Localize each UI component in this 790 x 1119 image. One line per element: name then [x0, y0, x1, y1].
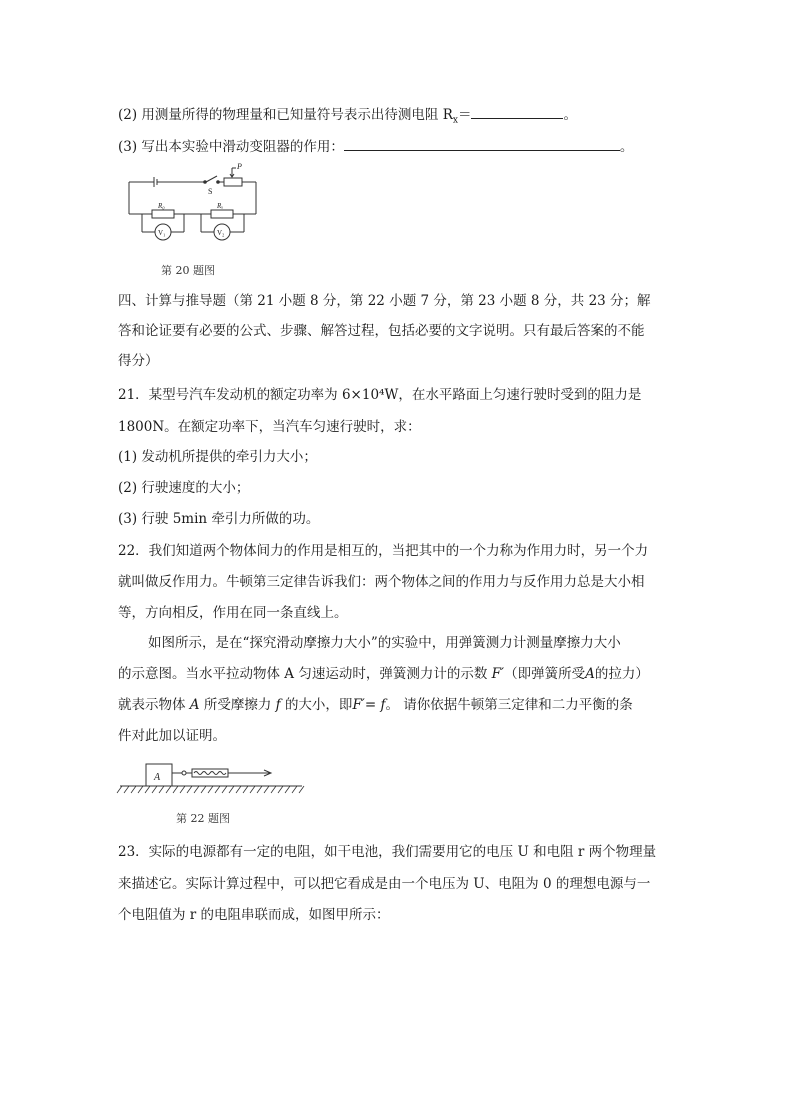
- period: 。: [619, 139, 634, 155]
- q22-line5: [118, 665, 649, 683]
- q22-line5-c: （即弹簧所受: [504, 666, 586, 682]
- q20-part2-text: (2) 用测量所得的物理量和已知量符号表示出待测电阻 R: [118, 107, 453, 123]
- q22-line4: 如图所示，是在“探究滑动摩擦力大小”的实验中，用弹簧测力计测量摩擦力大小: [148, 635, 621, 651]
- q21-sub3: (3) 行驶 5min 牵引力所做的功。: [118, 511, 320, 527]
- label-r0: R₀: [158, 202, 165, 210]
- period: 。: [563, 107, 577, 123]
- q22-line5-a: 的示意图。当水平拉动物体 A 匀速运动时，弹簧测力计的示数: [118, 666, 488, 682]
- q22-line6-a: 就表示物体: [118, 697, 186, 713]
- q21-line1: 21．某型号汽车发动机的额定功率为 6×10⁴W，在水平路面上匀速行驶时受到的阻力是: [118, 387, 642, 403]
- q20-part3: [118, 136, 633, 156]
- equation-f-prime-equals-f: F′= f: [352, 697, 386, 713]
- answer-blank-rheostat[interactable]: [344, 136, 620, 151]
- label-s: S: [208, 187, 213, 196]
- q22-line5-e: 的拉力）: [594, 666, 649, 682]
- hook: [182, 771, 186, 775]
- ground-hatching: [117, 786, 304, 793]
- section4-line3: 得分）: [118, 353, 159, 369]
- q23-line2: 来描述它。实际计算过程中，可以把它看成是由一个电压为 U、电阻为 0 的理想电源与一: [118, 876, 651, 892]
- label-rx: Rₓ: [217, 202, 224, 210]
- switch-lever: [206, 176, 217, 182]
- equals-sign: ＝: [457, 107, 472, 123]
- q21-sub2: (2) 行驶速度的大小；: [118, 480, 250, 496]
- q23-line1: 23．实际的电源都有一定的电阻，如干电池，我们需要用它的电压 U 和电阻 r 两个物理量: [118, 844, 657, 860]
- label-v1: V₁: [158, 229, 166, 237]
- resistor-rx: [211, 210, 233, 218]
- figure-22-caption: 第 22 题图: [176, 812, 230, 825]
- answer-blank-rx[interactable]: [471, 104, 563, 119]
- symbol-a: A: [189, 697, 200, 713]
- symbol-f-prime: F′: [491, 666, 505, 682]
- rx-subscript: x: [452, 115, 458, 126]
- figure-20-caption: 第 20 题图: [161, 264, 215, 277]
- q21-line2: 1800N。在额定功率下，当汽车匀速行驶时，求：: [118, 419, 421, 435]
- circuit-diagram-figure-20: [124, 164, 264, 254]
- q22-line6-g: 。 请你依据牛顿第三定律和二力平衡的条: [385, 697, 633, 713]
- section4-line2: 答和论证要有必要的公式、步骤、解答过程，包括必要的文字说明。只有最后答案的不能: [118, 323, 645, 339]
- rheostat: [224, 178, 242, 186]
- q20-part2: [118, 104, 577, 130]
- spring-coil: [194, 772, 226, 775]
- q22-line7: 件对此加以证明。: [118, 728, 226, 744]
- symbol-a: A: [585, 666, 595, 682]
- q21-sub1: (1) 发动机所提供的牵引力大小；: [118, 449, 317, 465]
- q22-line6-e: 的大小，即: [284, 697, 353, 713]
- q23-line3: 个电阻值为 r 的电阻串联而成，如图甲所示：: [118, 907, 390, 923]
- resistor-r0: [152, 210, 174, 218]
- label-v2: V₂: [217, 229, 225, 237]
- q22-line6: [118, 696, 633, 714]
- q20-part3-text: (3) 写出本实验中滑动变阻器的作用：: [118, 139, 344, 155]
- label-p: P: [237, 162, 242, 171]
- q22-line6-c: 所受摩擦力: [203, 697, 272, 713]
- label-a: A: [154, 772, 161, 783]
- q22-line3: 等，方向相反，作用在同一条直线上。: [118, 605, 348, 621]
- symbol-f: f: [275, 697, 281, 713]
- friction-diagram-figure-22: [120, 760, 310, 800]
- q22-line1: 22．我们知道两个物体间力的作用是相互的，当把其中的一个力称为作用力时，另一个力: [118, 543, 649, 559]
- q22-line2: 就叫做反作用力。牛顿第三定律告诉我们：两个物体之间的作用力与反作用力总是大小相: [118, 574, 645, 590]
- section4-line1: 四、计算与推导题（第 21 小题 8 分，第 22 小题 7 分，第 23 小题 8 分，共 23 分；解: [118, 293, 651, 309]
